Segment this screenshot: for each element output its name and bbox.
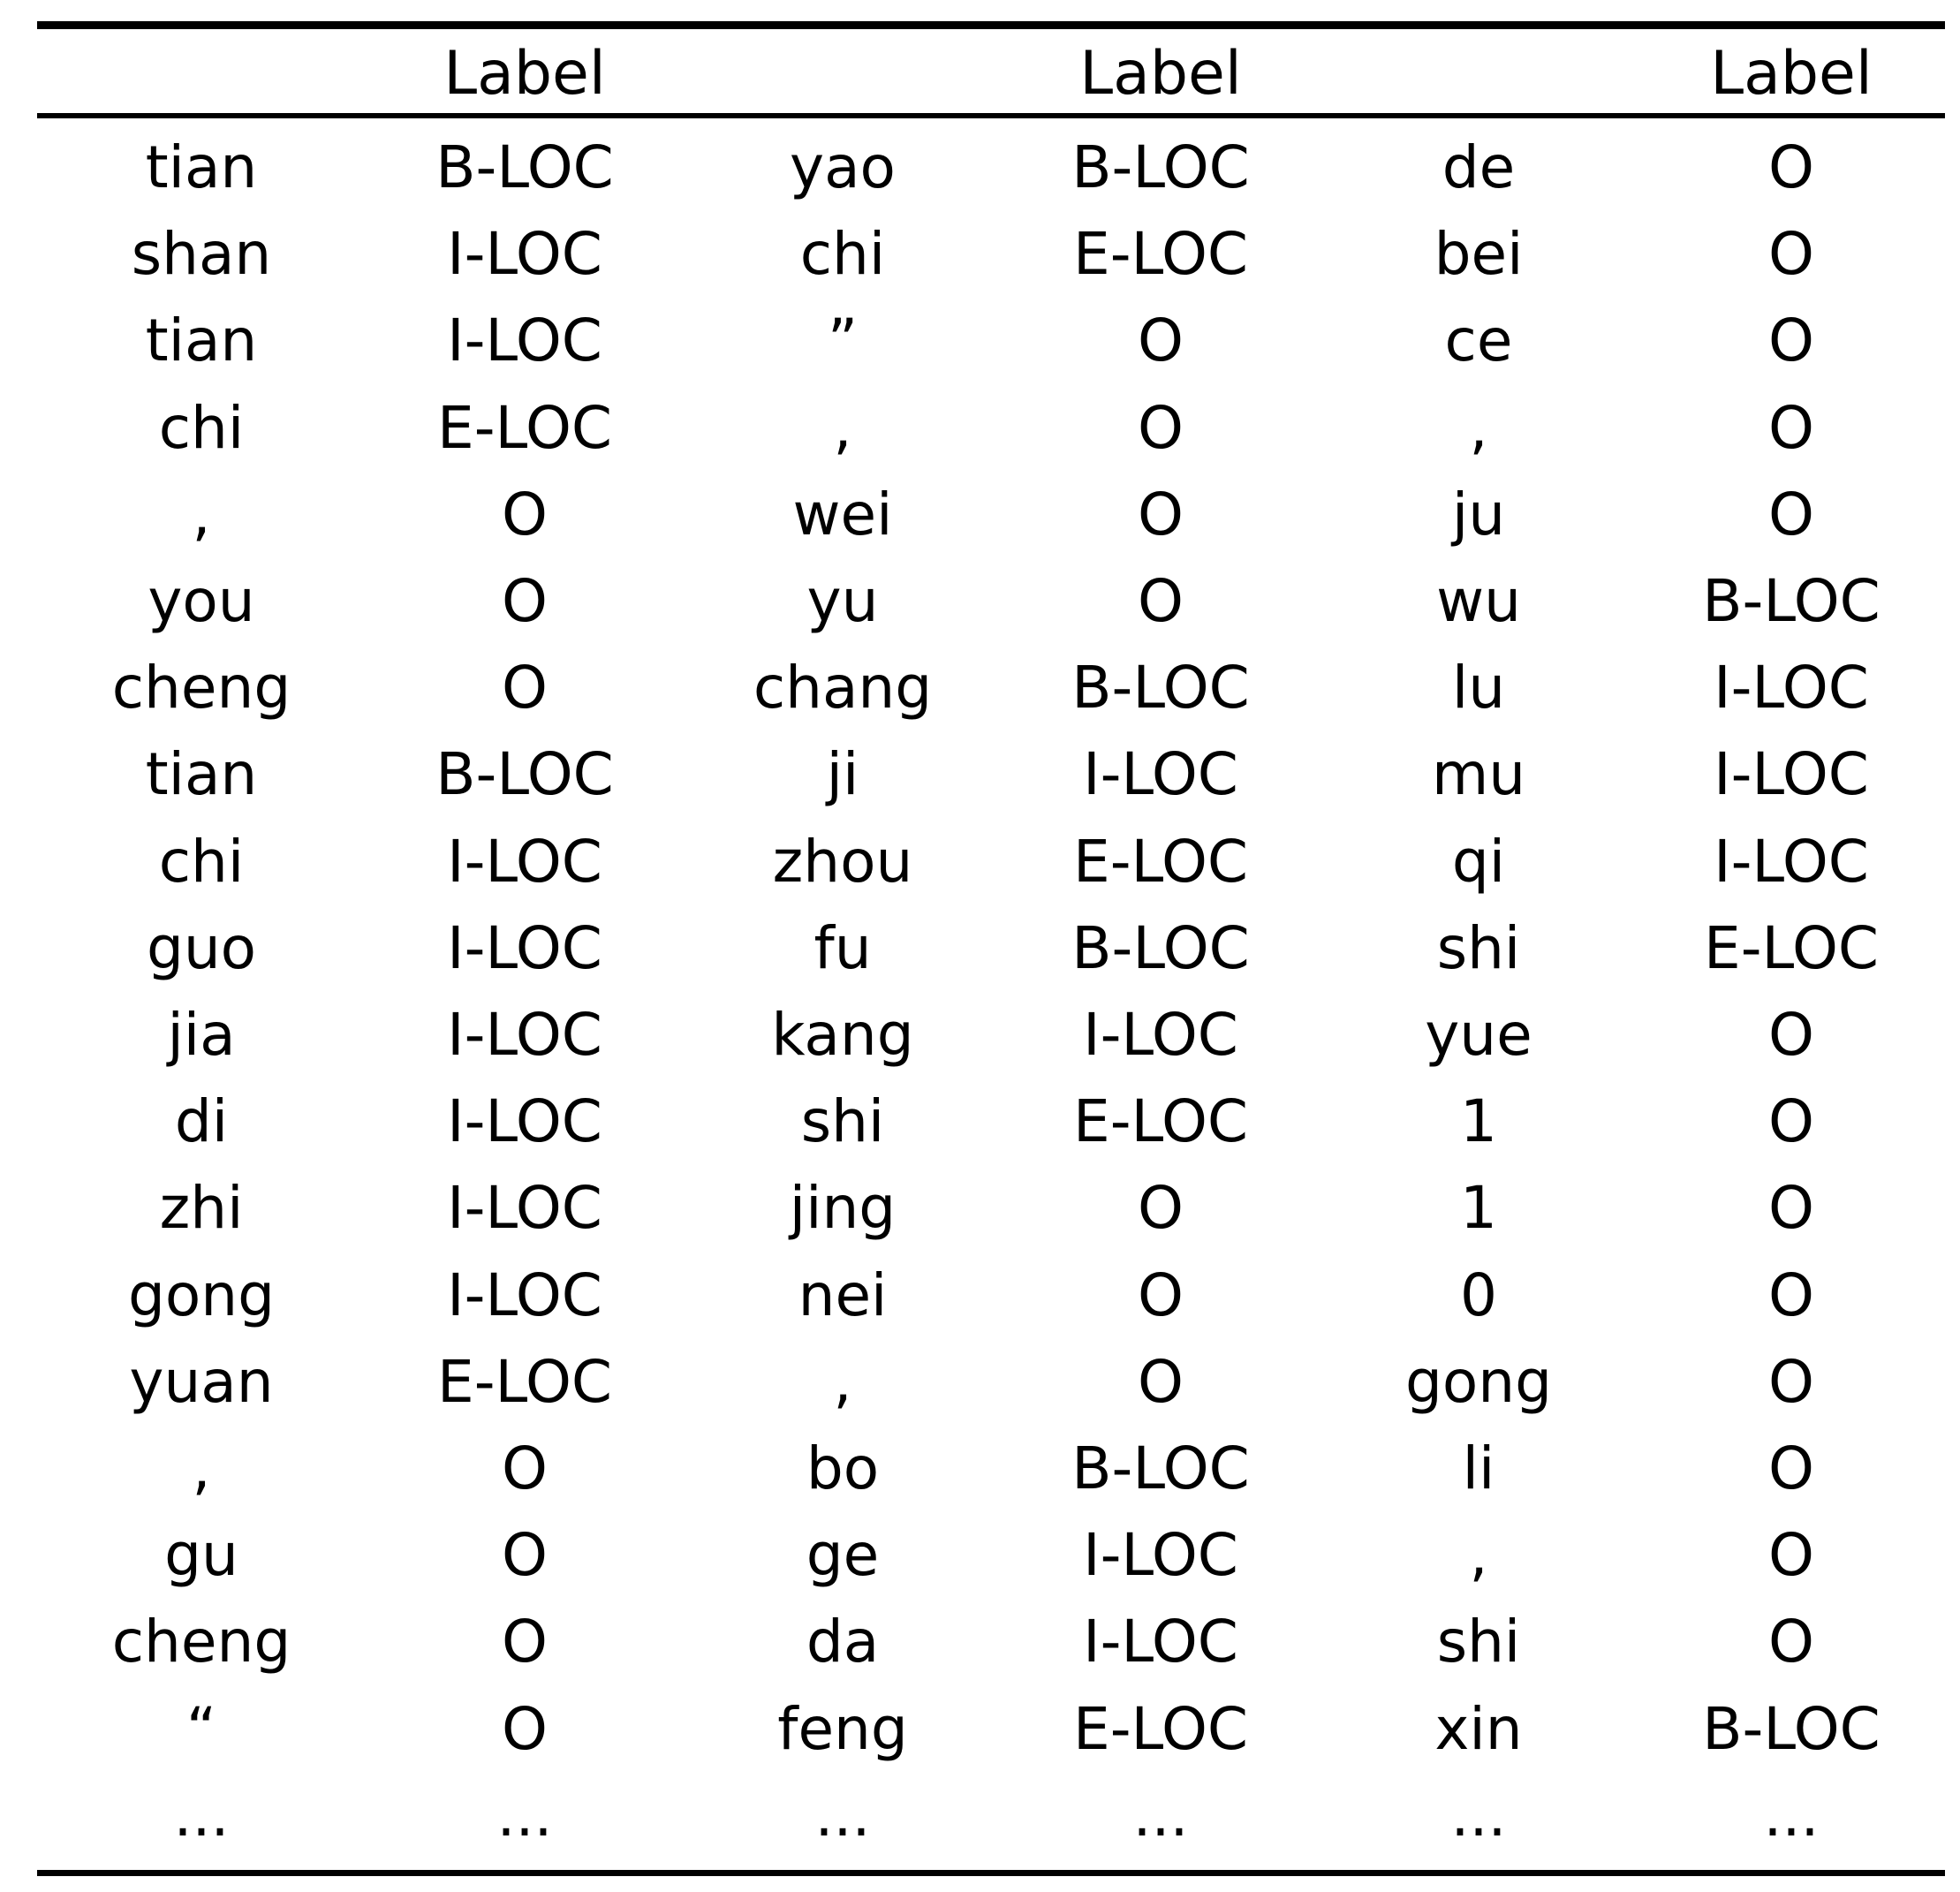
label-cell-group-2: E-LOC: [1073, 220, 1248, 288]
token-cell-group-3: 0: [1460, 1261, 1497, 1329]
table-row: [37, 1164, 1945, 1252]
label-cell-group-3: I-LOC: [1714, 740, 1869, 808]
label-cell-group-3: O: [1768, 1087, 1814, 1155]
label-cell-group-2: O: [1138, 1348, 1184, 1416]
token-cell-group-1: cheng: [111, 1608, 291, 1676]
token-cell-group-1: chi: [158, 394, 245, 462]
label-cell-group-2: I-LOC: [1083, 1608, 1238, 1676]
label-cell-group-1: B-LOC: [435, 133, 614, 201]
token-cell-group-3: wu: [1436, 567, 1521, 635]
table-row: [37, 818, 1945, 905]
label-cell-group-2: O: [1138, 481, 1184, 549]
token-cell-group-3: lu: [1451, 654, 1506, 722]
table-row: [37, 210, 1945, 298]
token-cell-group-2: bo: [806, 1434, 880, 1502]
label-cell-group-2: O: [1138, 394, 1184, 462]
label-cell-group-3: O: [1768, 1001, 1814, 1069]
table-row: [37, 991, 1945, 1078]
label-cell-group-1: O: [502, 1521, 548, 1589]
label-cell-group-3: O: [1768, 133, 1814, 201]
label-cell-group-3: O: [1768, 1174, 1814, 1242]
table-row: [37, 384, 1945, 472]
label-cell-group-3: B-LOC: [1702, 567, 1881, 635]
token-cell-group-2: da: [806, 1608, 880, 1676]
label-cell-group-3: O: [1768, 394, 1814, 462]
token-cell-group-2: zhou: [772, 828, 913, 896]
table-row: [37, 1511, 1945, 1599]
token-cell-group-3: ju: [1451, 481, 1506, 549]
label-cell-group-2: B-LOC: [1071, 654, 1250, 722]
table-row: [37, 1425, 1945, 1512]
label-cell-group-3: I-LOC: [1714, 828, 1869, 896]
label-cell-group-3: E-LOC: [1704, 914, 1879, 982]
table-row: [37, 557, 1945, 645]
label-cell-group-1: I-LOC: [447, 1001, 602, 1069]
label-cell-group-1: O: [502, 481, 548, 549]
token-cell-group-2: ,: [833, 394, 852, 462]
token-cell-group-2: ge: [806, 1521, 880, 1589]
token-cell-group-2: ji: [826, 740, 859, 808]
token-cell-group-1: zhi: [159, 1174, 244, 1242]
table-row: [37, 644, 1945, 731]
token-cell-group-2: chang: [753, 654, 933, 722]
token-cell-group-3: li: [1462, 1434, 1495, 1502]
label-cell-group-3: O: [1768, 1608, 1814, 1676]
label-cell-group-2: E-LOC: [1073, 828, 1248, 896]
header-cell-label-1: Label: [443, 39, 606, 109]
label-cell-group-1: E-LOC: [437, 394, 612, 462]
token-cell-group-1: tian: [145, 307, 258, 375]
table-top-rule: [37, 21, 1945, 29]
token-cell-group-1: gong: [128, 1261, 275, 1329]
token-cell-group-3: ...: [1450, 1782, 1507, 1850]
table-bottom-rule: [37, 1870, 1945, 1876]
label-cell-group-2: B-LOC: [1071, 1434, 1250, 1502]
label-cell-group-3: O: [1768, 307, 1814, 375]
label-cell-group-2: I-LOC: [1083, 740, 1238, 808]
token-cell-group-1: “: [185, 1695, 217, 1763]
table-row: [37, 471, 1945, 558]
label-cell-group-1: O: [502, 1608, 548, 1676]
label-cell-group-1: I-LOC: [447, 1261, 602, 1329]
table-row: [37, 730, 1945, 818]
token-cell-group-2: ”: [827, 307, 859, 375]
label-cell-group-2: I-LOC: [1083, 1001, 1238, 1069]
table-row: [37, 1598, 1945, 1685]
token-cell-group-3: mu: [1431, 740, 1526, 808]
token-cell-group-3: qi: [1451, 828, 1506, 896]
token-cell-group-1: ,: [192, 1434, 211, 1502]
label-cell-group-1: I-LOC: [447, 220, 602, 288]
token-cell-group-3: ,: [1469, 394, 1488, 462]
label-cell-group-3: O: [1768, 1434, 1814, 1502]
token-cell-group-3: ,: [1469, 1521, 1488, 1589]
label-cell-group-2: E-LOC: [1073, 1087, 1248, 1155]
header-cell-token-2: [684, 39, 1002, 110]
table-header-row: [37, 39, 1945, 110]
token-cell-group-3: 1: [1460, 1087, 1497, 1155]
token-cell-group-1: yuan: [129, 1348, 274, 1416]
token-cell-group-1: cheng: [111, 654, 291, 722]
label-cell-group-3: I-LOC: [1714, 654, 1869, 722]
label-cell-group-3: O: [1768, 220, 1814, 288]
table-row: [37, 1685, 1945, 1773]
label-cell-group-2: E-LOC: [1073, 1695, 1248, 1763]
label-cell-group-1: I-LOC: [447, 307, 602, 375]
table-row: [37, 297, 1945, 384]
token-cell-group-1: di: [174, 1087, 229, 1155]
token-cell-group-3: shi: [1436, 914, 1521, 982]
token-cell-group-3: shi: [1436, 1608, 1521, 1676]
label-cell-group-1: B-LOC: [435, 740, 614, 808]
token-cell-group-1: chi: [158, 828, 245, 896]
label-cell-group-1: O: [502, 567, 548, 635]
token-cell-group-2: yao: [790, 133, 896, 201]
table-row: [37, 1338, 1945, 1426]
token-cell-group-3: xin: [1434, 1695, 1523, 1763]
label-cell-group-1: O: [502, 1434, 548, 1502]
label-cell-group-2: ...: [1132, 1782, 1189, 1850]
label-cell-group-2: B-LOC: [1071, 914, 1250, 982]
table-row: [37, 1252, 1945, 1339]
label-cell-group-3: O: [1768, 481, 1814, 549]
header-cell-label-2: Label: [1079, 39, 1242, 109]
label-cell-group-2: B-LOC: [1071, 133, 1250, 201]
label-cell-group-1: I-LOC: [447, 1087, 602, 1155]
token-cell-group-1: you: [148, 567, 255, 635]
table-row: [37, 904, 1945, 992]
label-cell-group-3: ...: [1763, 1782, 1820, 1850]
token-cell-group-2: nei: [798, 1261, 888, 1329]
label-cell-group-2: O: [1138, 307, 1184, 375]
token-cell-group-1: tian: [145, 740, 258, 808]
label-cell-group-1: I-LOC: [447, 828, 602, 896]
label-cell-group-2: O: [1138, 567, 1184, 635]
token-cell-group-2: jing: [789, 1174, 897, 1242]
label-cell-group-1: I-LOC: [447, 1174, 602, 1242]
label-cell-group-1: ...: [496, 1782, 553, 1850]
table-header-rule: [37, 113, 1945, 118]
token-cell-group-2: feng: [777, 1695, 908, 1763]
label-cell-group-3: O: [1768, 1348, 1814, 1416]
token-cell-group-3: gong: [1405, 1348, 1552, 1416]
token-cell-group-2: wei: [792, 481, 893, 549]
token-cell-group-2: kang: [771, 1001, 914, 1069]
token-cell-group-1: guo: [146, 914, 257, 982]
label-cell-group-1: O: [502, 654, 548, 722]
token-cell-group-1: shan: [131, 220, 272, 288]
label-cell-group-1: E-LOC: [437, 1348, 612, 1416]
token-cell-group-2: shi: [800, 1087, 885, 1155]
label-cell-group-2: O: [1138, 1261, 1184, 1329]
header-cell-token-3: [1320, 39, 1638, 110]
token-cell-group-2: chi: [799, 220, 886, 288]
token-cell-group-3: bei: [1434, 220, 1524, 288]
label-cell-group-2: I-LOC: [1083, 1521, 1238, 1589]
token-cell-group-3: ce: [1444, 307, 1513, 375]
token-cell-group-2: yu: [806, 567, 879, 635]
token-cell-group-3: yue: [1425, 1001, 1532, 1069]
table-row: [37, 1078, 1945, 1165]
label-cell-group-3: B-LOC: [1702, 1695, 1881, 1763]
label-cell-group-3: O: [1768, 1521, 1814, 1589]
token-cell-group-1: ...: [173, 1782, 230, 1850]
token-cell-group-2: ...: [814, 1782, 871, 1850]
token-cell-group-2: fu: [814, 914, 872, 982]
token-cell-group-3: de: [1442, 133, 1516, 201]
token-cell-group-3: 1: [1460, 1174, 1497, 1242]
label-cell-group-1: I-LOC: [447, 914, 602, 982]
label-cell-group-2: O: [1138, 1174, 1184, 1242]
header-cell-label-3: Label: [1710, 39, 1873, 109]
token-cell-group-2: ,: [833, 1348, 852, 1416]
token-cell-group-1: gu: [164, 1521, 238, 1589]
header-cell-token-1: [37, 39, 366, 110]
table-row: [37, 1772, 1945, 1859]
table-row: [37, 124, 1945, 211]
token-cell-group-1: ,: [192, 481, 211, 549]
label-cell-group-1: O: [502, 1695, 548, 1763]
token-cell-group-1: jia: [167, 1001, 236, 1069]
token-cell-group-1: tian: [145, 133, 258, 201]
label-cell-group-3: O: [1768, 1261, 1814, 1329]
